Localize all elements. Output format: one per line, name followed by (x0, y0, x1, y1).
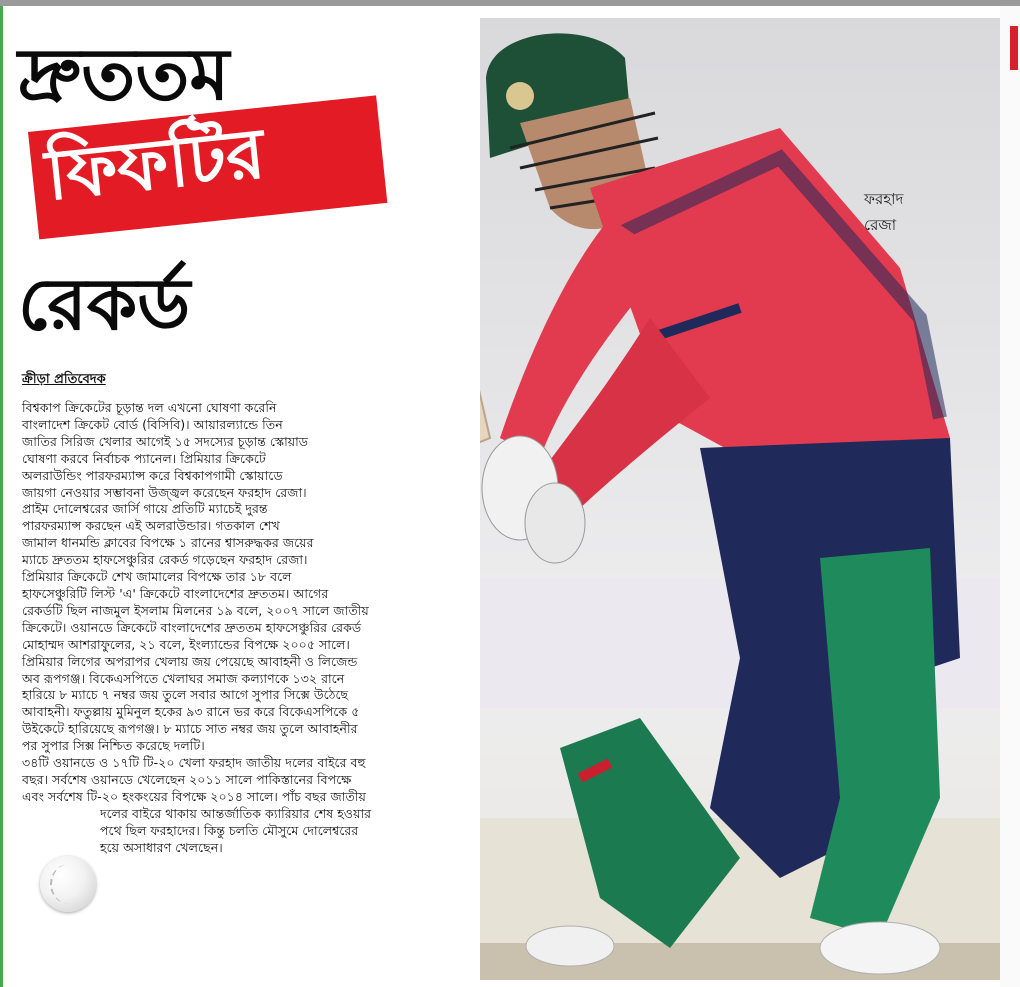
cricketer-photo (480, 18, 1000, 980)
right-page-edge (1000, 6, 1020, 987)
article-line: ঘোষণা করবে নির্বাচক প্যানেল। প্রিমিয়ার ক্রিকেটে (22, 450, 266, 466)
caption-first-name: ফরহাদ (864, 190, 904, 208)
article-line: বাংলাদেশ ক্রিকেট বোর্ড (বিসিবি)। আয়ারল্যান্ডে তিন (22, 416, 283, 432)
headline-line-3: রেকর্ড (18, 261, 191, 346)
byline: ক্রীড়া প্রতিবেদক (22, 372, 106, 387)
article-line: জামাল ধানমন্ডি ক্লাবের বিপক্ষে ১ রানের শ্বাসরুদ্ধকর জয়ের (22, 535, 314, 551)
article-line: এবং সর্বশেষ টি-২০ হংকংয়ের বিপক্ষে ২০১৪ সালে। পাঁচ বছর জাতীয় (22, 788, 366, 804)
article-line: অলরাউন্ডিং পারফরম্যান্স করে বিশ্বকাপগামী স্কোয়াডে (22, 467, 283, 483)
top-rule (0, 0, 1020, 6)
article-line: প্রাইম দোলেশ্বরের জার্সি গায়ে প্রতিটি ম্যাচেই দুরন্ত (22, 501, 268, 517)
article-line: বিশ্বকাপ ক্রিকেটের চূড়ান্ত দল এখনো ঘোষণা করেনি (22, 400, 277, 415)
caption-last-name: রেজা (864, 216, 897, 234)
article-line: হাফসেঞ্চুরিটি লিস্ট 'এ' ক্রিকেটে বাংলাদেশের দ্রুততম। আগের (22, 585, 329, 601)
left-shoe (526, 926, 614, 966)
article-line: হয়ে অসাধারণ খেলছেন। (100, 839, 223, 855)
headline-line-1: দ্রুততম (18, 31, 230, 116)
article-line: ক্রিকেটে। ওয়ানডে ক্রিকেটে বাংলাদেশের দ্রুততম হাফসেঞ্চুরির রেকর্ড (22, 619, 362, 635)
article-line: ম্যাচে দ্রুততম হাফসেঞ্চুরির রেকর্ড গড়েছেন ফরহাদ রেজা। (22, 552, 308, 568)
cricket-ball-icon (40, 856, 96, 912)
right-shoe (820, 922, 940, 974)
article-line: বছর। সর্বশেষ ওয়ানডে খেলেছেন ২০১১ সালে পাকিস্তানের বিপক্ষে (22, 771, 352, 787)
article-line: পর সুপার সিক্স নিশ্চিত করেছে দলটি। (22, 738, 205, 754)
article-line: হারিয়ে ৮ ম্যাচে ৭ নম্বর জয় তুলে সবার আগে সুপার সিক্সে উঠেছে (22, 687, 349, 703)
batsman-illustration (480, 18, 1000, 980)
article-line: ৩৪টি ওয়ানডে ও ১৭টি টি-২০ খেলা ফরহাদ জাতীয় দলের বাইরে বহু (22, 755, 366, 771)
article-line: জায়গা নেওয়ার সম্ভাবনা উজ্জ্বল করেছেন ফরহাদ রেজা। (22, 484, 307, 500)
article-line: আবাহনী। ফতুল্লায় মুমিনুল হকের ৯৩ রানে ভর করে বিকেএসপিকে ৫ (22, 704, 360, 720)
article-line: প্রিমিয়ার লিগের অপরাপর খেলায় জয় পেয়েছে আবাহনী ও লিজেন্ড (22, 653, 358, 669)
article-line: দলের বাইরে থাকায় আন্তর্জাতিক ক্যারিয়ার শেষ হওয়ার (100, 805, 372, 821)
article-line: প্রিমিয়ার ক্রিকেটে শেখ জামালের বিপক্ষে তার ১৮ বলে (22, 569, 292, 585)
left-margin-rule (0, 6, 3, 987)
article-body (22, 400, 490, 856)
helmet-badge (506, 82, 534, 110)
adjacent-article-red-mark (1010, 26, 1018, 70)
article-line: পারফরম্যান্স করছেন এই অলরাউন্ডার। গতকাল শেখ (22, 518, 280, 534)
article-line: মোহাম্মদ আশরাফুলের, ২১ বলে, ইংল্যান্ডের বিপক্ষে ২০০৫ সালে। (22, 636, 350, 652)
article-line: জাতির সিরিজ খেলার আগেই ১৫ সদস্যের চূড়ান্ত স্কোয়াড (22, 433, 309, 449)
right-glove (525, 483, 585, 563)
headline-line-2: ফিফটির (42, 111, 269, 217)
photo-caption (864, 186, 903, 238)
article-line: উইকেটে হারিয়েছে রূপগঞ্জ। ৮ ম্যাচে সাত নম্বর জয় তুলে আবাহনীর (22, 721, 358, 737)
article-line: পথে ছিল ফরহাদের। কিন্তু চলতি মৌসুমে দোলেশ্বরের (100, 822, 359, 838)
article-line: অব রূপগঞ্জ। বিকেএসপিতে খেলাঘর সমাজ কল্যাণকে ১৩২ রানে (22, 670, 345, 686)
article-line: রেকর্ডটি ছিল নাজমুল ইসলাম মিলনের ১৯ বলে, ২০০৭ সালে জাতীয় (22, 602, 369, 618)
